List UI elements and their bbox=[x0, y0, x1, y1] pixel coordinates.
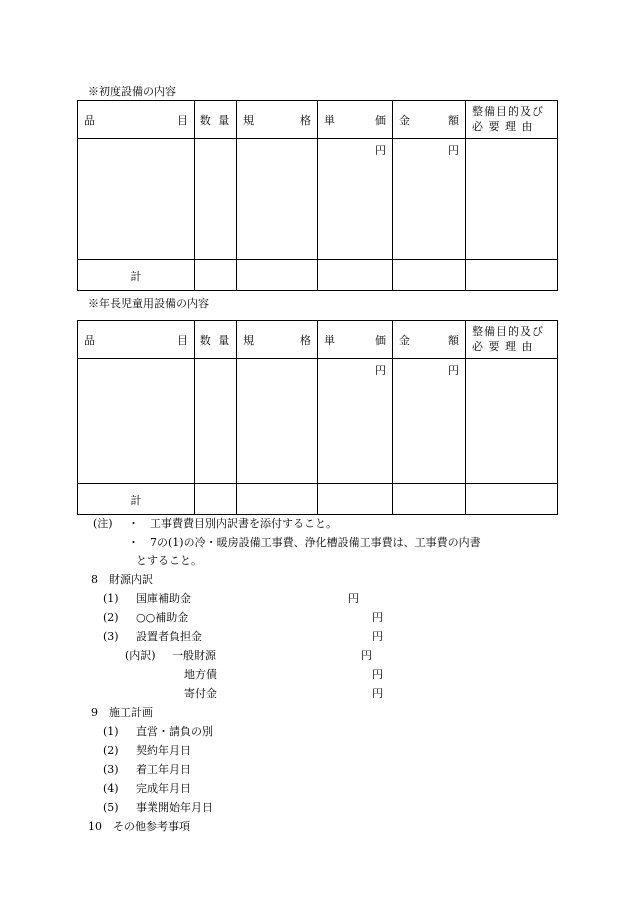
col-amount: 金 額 bbox=[393, 321, 466, 359]
total-spec[interactable] bbox=[237, 484, 318, 515]
plan-item-number: (3) bbox=[103, 763, 119, 776]
col-purpose: 整備目的及び 必 要 理 由 bbox=[466, 101, 558, 139]
note-1: 工事費費目別内訳書を添付すること。 bbox=[150, 517, 337, 530]
col-item: 品 目 bbox=[78, 101, 195, 139]
funding-item-yen: 円 bbox=[348, 592, 359, 605]
note-bullet: ・ bbox=[128, 536, 139, 549]
total-label: 計 bbox=[78, 484, 195, 515]
total-unit-price[interactable] bbox=[318, 484, 393, 515]
cell-quantity[interactable] bbox=[195, 359, 237, 484]
plan-item-label: 直営・請負の別 bbox=[136, 725, 213, 738]
col-quantity: 数 量 bbox=[195, 321, 237, 359]
col-unit-price: 単 価 bbox=[318, 101, 393, 139]
total-unit-price[interactable] bbox=[318, 260, 393, 291]
table-row bbox=[78, 139, 558, 260]
cell-spec[interactable] bbox=[237, 359, 318, 484]
cell-unit-price[interactable]: 円 bbox=[318, 359, 393, 484]
plan-item-number: (4) bbox=[103, 782, 119, 795]
cell-purpose[interactable] bbox=[466, 139, 558, 260]
table-total-row bbox=[78, 484, 558, 515]
total-amount[interactable] bbox=[393, 484, 466, 515]
cell-item[interactable] bbox=[78, 139, 195, 260]
col-amount: 金 額 bbox=[393, 101, 466, 139]
cell-purpose[interactable] bbox=[466, 359, 558, 484]
col-spec: 規 格 bbox=[237, 101, 318, 139]
breakdown-label: (内訳) bbox=[125, 649, 156, 662]
col-unit-price: 単 価 bbox=[318, 321, 393, 359]
cell-quantity[interactable] bbox=[195, 139, 237, 260]
senior-equipment-table bbox=[77, 320, 558, 515]
total-amount[interactable] bbox=[393, 260, 466, 291]
funding-heading: 8 財源内訳 bbox=[91, 573, 153, 586]
total-quantity[interactable] bbox=[195, 484, 237, 515]
table-header-row bbox=[78, 321, 558, 359]
cell-amount[interactable]: 円 bbox=[393, 139, 466, 260]
col-purpose: 整備目的及び 必 要 理 由 bbox=[466, 321, 558, 359]
breakdown-item-label: 寄付金 bbox=[184, 687, 217, 700]
other-heading: 10 その他参考事項 bbox=[88, 820, 190, 833]
funding-item-yen: 円 bbox=[372, 630, 383, 643]
table-total-row bbox=[78, 260, 558, 291]
plan-item-number: (5) bbox=[103, 801, 119, 814]
note-2-line-2: とすること。 bbox=[136, 554, 202, 567]
total-label: 計 bbox=[78, 260, 195, 291]
plan-item-number: (1) bbox=[103, 725, 119, 738]
section-caption-senior-equipment: ※年長児童用設備の内容 bbox=[88, 297, 209, 310]
breakdown-item-label: 地方債 bbox=[184, 668, 217, 681]
funding-item-label: ○○補助金 bbox=[136, 611, 189, 624]
breakdown-item-yen: 円 bbox=[372, 668, 383, 681]
table-header-row bbox=[78, 101, 558, 139]
plan-item-label: 事業開始年月日 bbox=[136, 801, 213, 814]
funding-item-label: 設置者負担金 bbox=[136, 630, 202, 643]
note-2-line-1: 7の(1)の冷・暖房設備工事費、浄化槽設備工事費は、工事費の内書 bbox=[150, 536, 481, 549]
col-spec: 規 格 bbox=[237, 321, 318, 359]
cell-spec[interactable] bbox=[237, 139, 318, 260]
table-row bbox=[78, 359, 558, 484]
col-item: 品 目 bbox=[78, 321, 195, 359]
plan-item-label: 着工年月日 bbox=[136, 763, 191, 776]
funding-item-number: (2) bbox=[103, 611, 119, 624]
breakdown-item-yen: 円 bbox=[372, 687, 383, 700]
breakdown-item-yen: 円 bbox=[361, 649, 372, 662]
cell-item[interactable] bbox=[78, 359, 195, 484]
note-bullet: ・ bbox=[128, 517, 139, 530]
funding-item-number: (3) bbox=[103, 630, 119, 643]
cell-unit-price[interactable]: 円 bbox=[318, 139, 393, 260]
plan-item-label: 契約年月日 bbox=[136, 744, 191, 757]
total-purpose[interactable] bbox=[466, 484, 558, 515]
total-spec[interactable] bbox=[237, 260, 318, 291]
section-caption-initial-equipment: ※初度設備の内容 bbox=[88, 85, 176, 98]
plan-item-number: (2) bbox=[103, 744, 119, 757]
funding-item-number: (1) bbox=[103, 592, 119, 605]
total-purpose[interactable] bbox=[466, 260, 558, 291]
funding-item-label: 国庫補助金 bbox=[136, 592, 191, 605]
funding-item-yen: 円 bbox=[372, 611, 383, 624]
breakdown-item-label: 一般財源 bbox=[172, 649, 216, 662]
plan-item-label: 完成年月日 bbox=[136, 782, 191, 795]
col-quantity: 数 量 bbox=[195, 101, 237, 139]
initial-equipment-table bbox=[77, 100, 558, 291]
cell-amount[interactable]: 円 bbox=[393, 359, 466, 484]
notes-label: (注) bbox=[93, 517, 113, 530]
total-quantity[interactable] bbox=[195, 260, 237, 291]
plan-heading: 9 施工計画 bbox=[91, 706, 153, 719]
